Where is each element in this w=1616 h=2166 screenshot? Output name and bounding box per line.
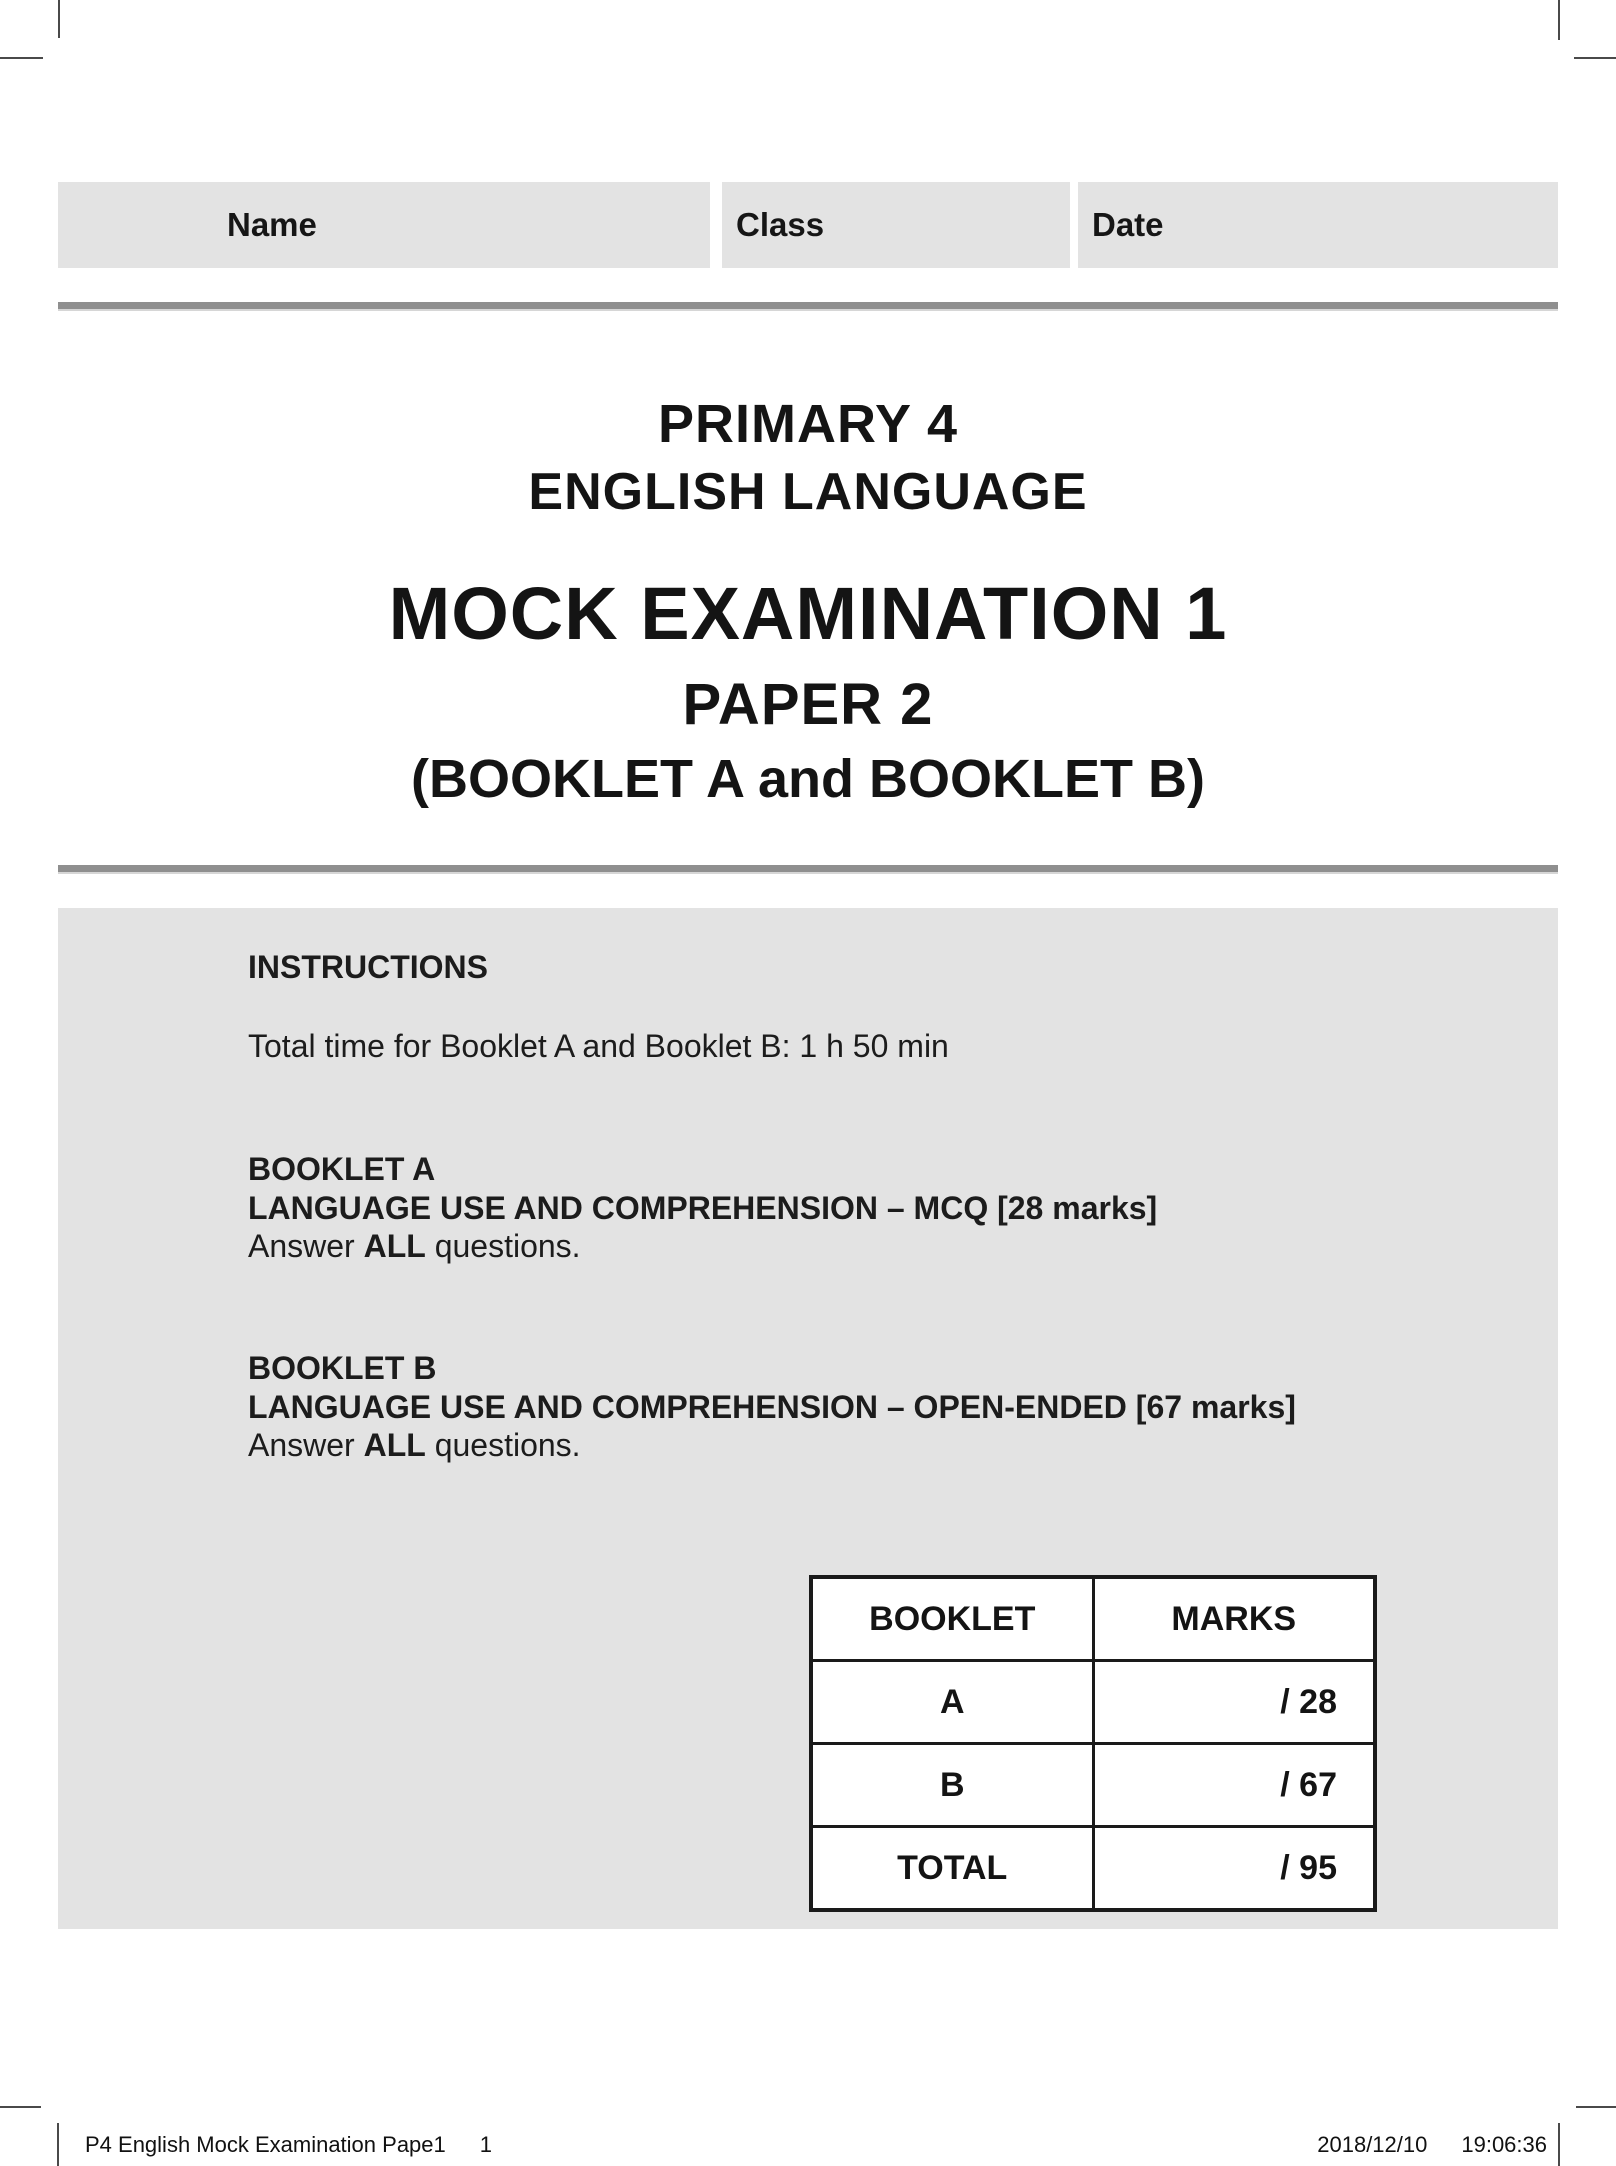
crop-mark-bottom-right-horizontal — [1576, 2106, 1616, 2108]
footer-page-number: 1 — [479, 2132, 493, 2157]
marks-table-marks-a: / 28 — [1093, 1661, 1375, 1744]
date-label: Date — [1092, 206, 1164, 243]
marks-table-booklet-total: TOTAL — [811, 1827, 1093, 1911]
booklet-b-answer-prefix: Answer — [248, 1427, 364, 1463]
horizontal-rule-bottom — [58, 865, 1558, 874]
booklet-b-subtitle: LANGUAGE USE AND COMPREHENSION – OPEN-ENDED [67 marks] — [248, 1388, 1296, 1425]
crop-mark-top-right-vertical — [1558, 0, 1560, 40]
crop-mark-top-right-horizontal — [1574, 57, 1616, 59]
footer-time: 19:06:36 — [1461, 2132, 1547, 2157]
marks-table-header-marks: MARKS — [1093, 1577, 1375, 1661]
class-label: Class — [736, 206, 825, 243]
footer-document-label: P4 English Mock Examination Pape1 — [85, 2132, 446, 2157]
title-level: PRIMARY 4 — [657, 394, 959, 454]
table-row — [811, 1827, 1375, 1911]
booklet-b-block — [248, 1349, 1536, 1465]
booklet-a-answer-prefix: Answer — [248, 1228, 364, 1264]
booklet-a-answer-bold: ALL — [363, 1228, 426, 1264]
title-exam: MOCK EXAMINATION 1 — [388, 572, 1228, 655]
crop-mark-top-left-horizontal — [0, 57, 43, 59]
crop-mark-bottom-right-vertical — [1558, 2123, 1560, 2166]
instructions-heading: INSTRUCTIONS — [248, 949, 488, 985]
footer-timestamp — [1317, 2132, 1547, 2158]
marks-table-header-row — [811, 1577, 1375, 1661]
class-field-box — [722, 182, 1070, 268]
footer-document-info — [85, 2132, 492, 2158]
date-field-box — [1078, 182, 1558, 268]
name-label: Name — [227, 206, 317, 243]
title-booklets: (BOOKLET A and BOOKLET B) — [411, 749, 1205, 809]
marks-table-marks-b: / 67 — [1093, 1744, 1375, 1827]
table-row — [811, 1744, 1375, 1827]
booklet-b-title: BOOKLET B — [248, 1350, 437, 1386]
title-subject: ENGLISH LANGUAGE — [528, 463, 1088, 521]
total-time-line: Total time for Booklet A and Booklet B: 1 h 50 min — [248, 1028, 949, 1064]
marks-table-booklet-b: B — [811, 1744, 1093, 1827]
booklet-b-answer-suffix: questions. — [425, 1427, 581, 1463]
booklet-a-answer-suffix: questions. — [425, 1228, 581, 1264]
marks-table — [809, 1575, 1377, 1912]
title-paper: PAPER 2 — [682, 672, 934, 737]
marks-table-header-booklet: BOOKLET — [811, 1577, 1093, 1661]
footer-date: 2018/12/10 — [1317, 2132, 1428, 2157]
horizontal-rule-top — [58, 302, 1558, 311]
table-row — [811, 1661, 1375, 1744]
booklet-a-subtitle: LANGUAGE USE AND COMPREHENSION – MCQ [28 marks] — [248, 1189, 1158, 1226]
marks-table-booklet-a: A — [811, 1661, 1093, 1744]
name-field-box — [58, 182, 710, 268]
booklet-a-block — [248, 1150, 1536, 1266]
marks-table-marks-total: / 95 — [1093, 1827, 1375, 1911]
crop-mark-bottom-left-vertical — [57, 2123, 59, 2166]
booklet-b-answer-bold: ALL — [363, 1427, 426, 1463]
crop-mark-top-left-vertical — [58, 0, 60, 38]
crop-mark-bottom-left-horizontal — [0, 2106, 41, 2108]
booklet-a-title: BOOKLET A — [248, 1151, 436, 1187]
